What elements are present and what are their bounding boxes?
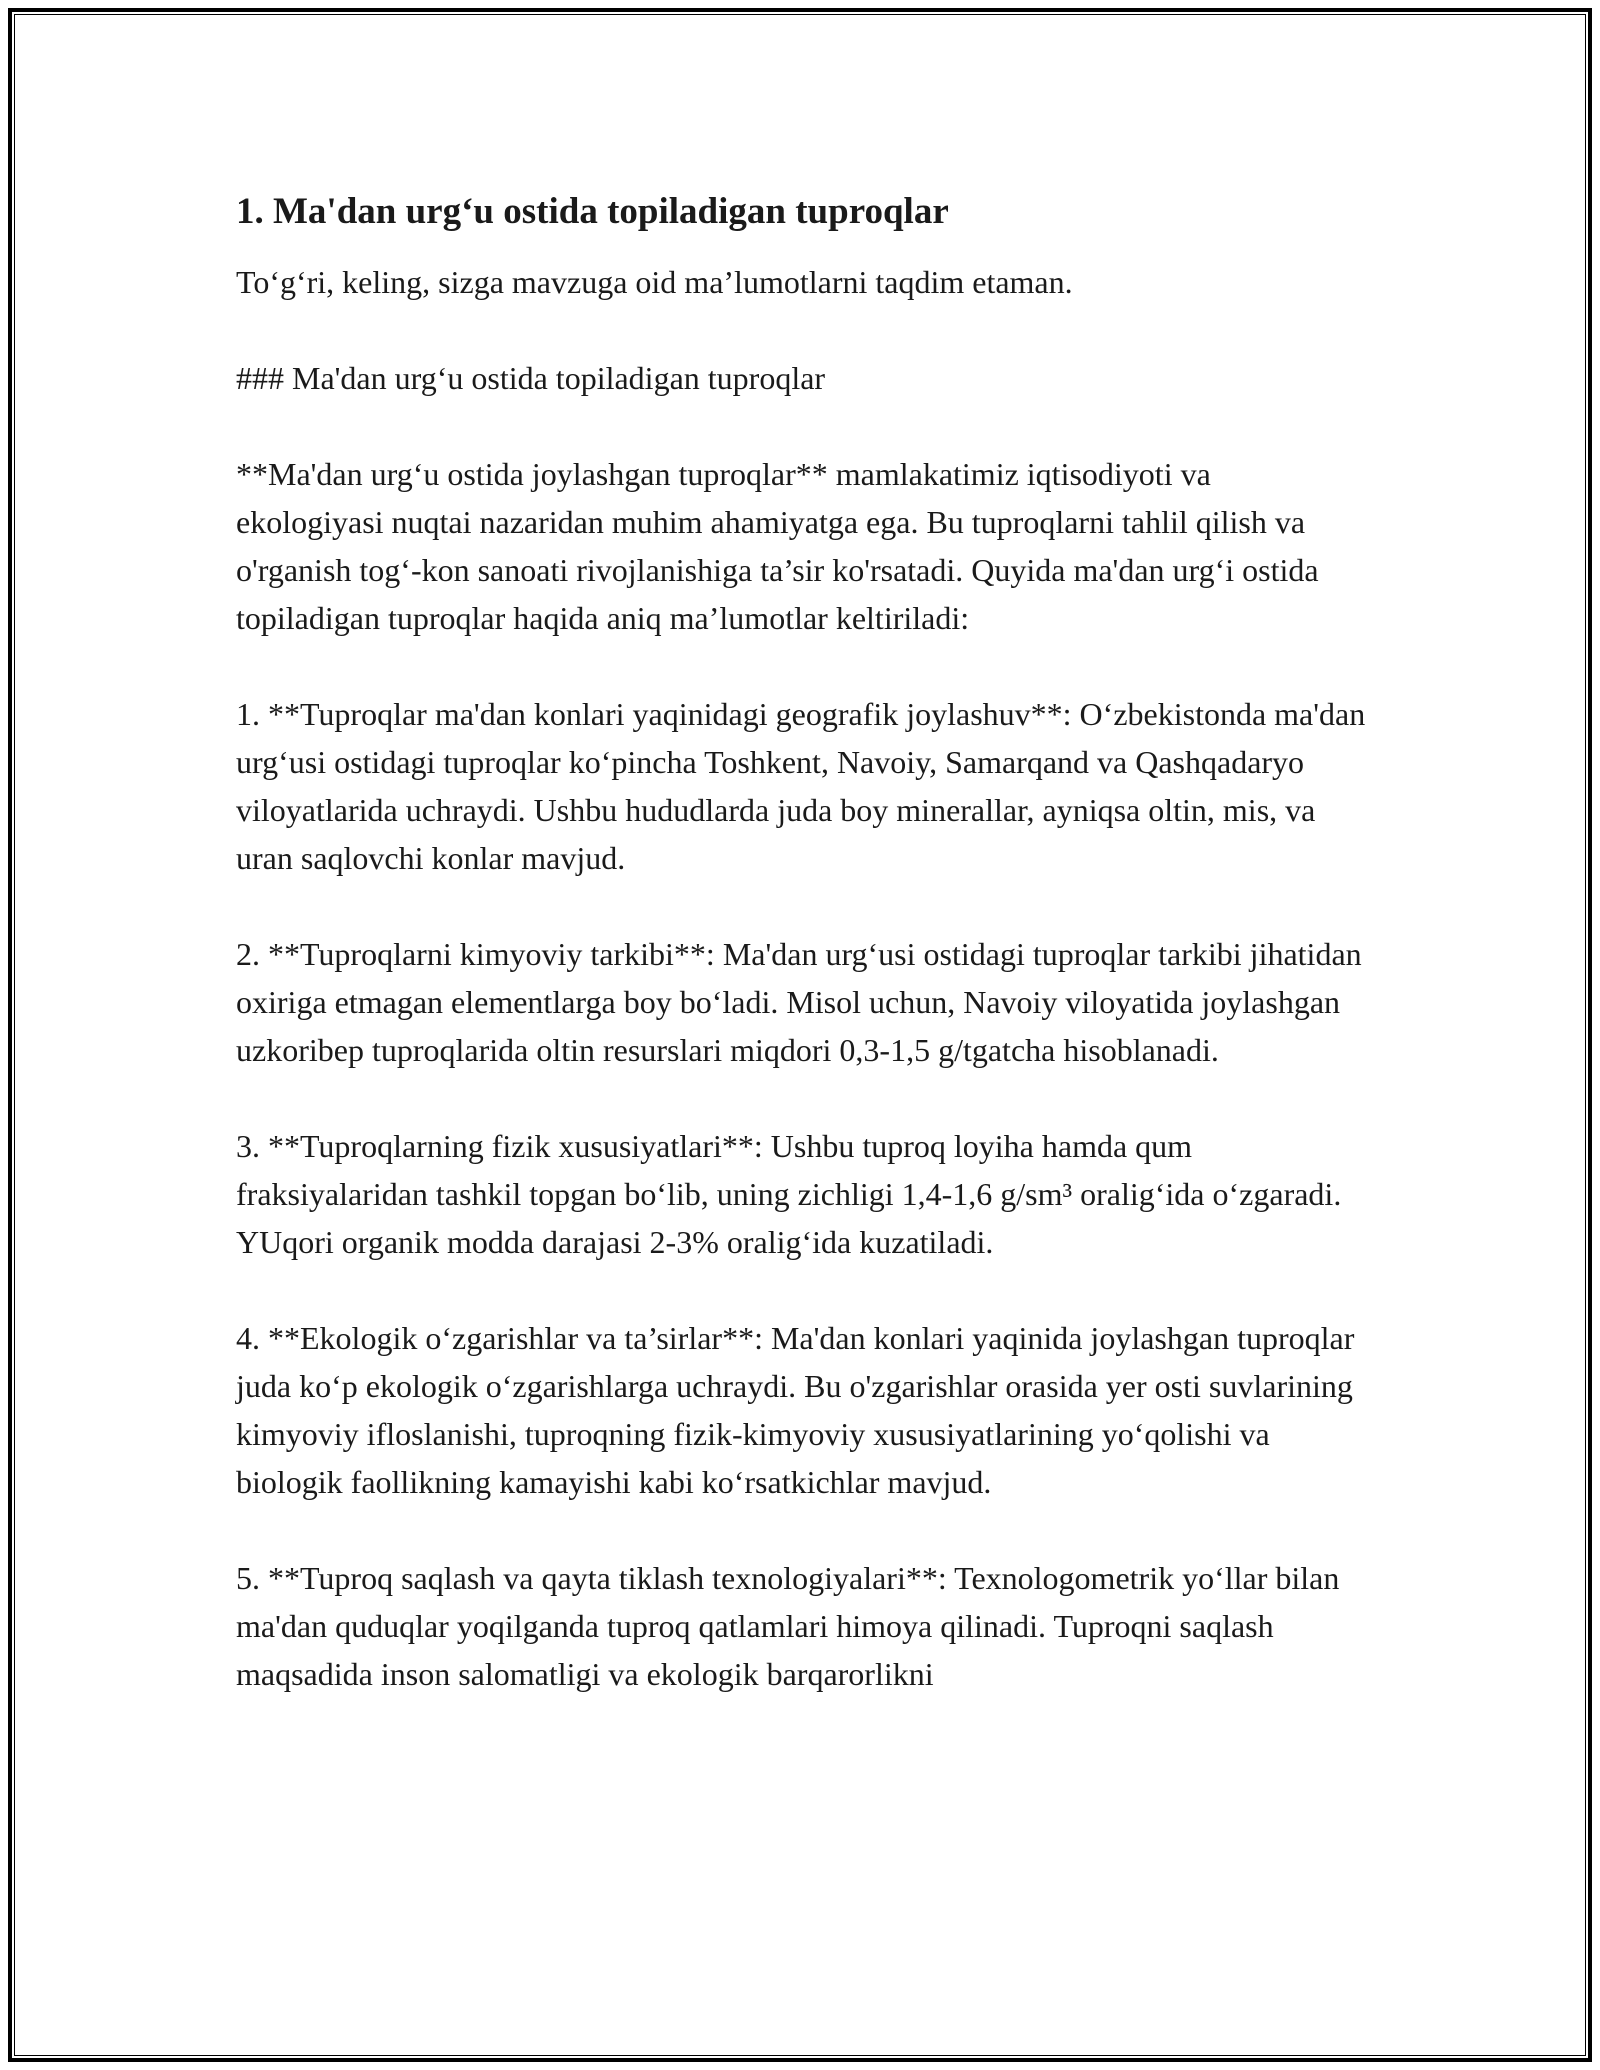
paragraph-item-3: 3. **Tuproqlarning fizik xususiyatlari**: Ushbu tuproq loyiha hamda qum fraksiyalaridan tashkil topgan bo‘lib, uning zichligi 1,4-1,6 g/sm³ oralig‘ida o‘zgaradi. YUqori organik modda darajasi 2-3% oralig‘ida kuzatiladi. — [236, 1128, 1342, 1260]
paragraph-item-1: 1. **Tuproqlar ma'dan konlari yaqinidagi geografik joylashuv**: O‘zbekistonda ma'dan urg‘usi ostidagi tuproqlar ko‘pincha Toshkent, Navoiy, Samarqand va Qashqadaryo viloyatlarida uchraydi. Ushbu hududlarda juda boy minerallar, ayniqsa oltin, mis, va uran saqlovchi konlar mavjud. — [236, 696, 1366, 876]
paragraph-item-5: 5. **Tuproq saqlash va qayta tiklash texnologiyalari**: Texnologometrik yo‘llar bilan ma'dan quduqlar yoqilganda tuproq qatlamlari himoya qilinadi. Tuproqni saqlash maqsadida inson salomatligi va ekologik barqarorlikni — [236, 1560, 1340, 1692]
paragraph-item-4: 4. **Ekologik o‘zgarishlar va ta’sirlar**: Ma'dan konlari yaqinida joylashgan tuproqlar juda ko‘p ekologik o‘zgarishlarga uchraydi. Bu o'zgarishlar orasida yer osti suvlarining kimyoviy ifloslanishi, tuproqning fizik-kimyoviy xususiyatlarining yo‘qolishi va biologik faollikning kamayishi kabi ko‘rsatkichlar mavjud. — [236, 1320, 1355, 1500]
document-body — [236, 186, 1366, 1746]
paragraph-item-2: 2. **Tuproqlarni kimyoviy tarkibi**: Ma'dan urg‘usi ostidagi tuproqlar tarkibi jihatidan oxiriga etmagan elementlarga boy bo‘ladi. Misol uchun, Navoiy viloyatida joylashgan uzkoribep tuproqlarida oltin resurslari miqdori 0,3-1,5 g/tgatcha hisoblanadi. — [236, 936, 1362, 1068]
paragraph-subheading: ### Ma'dan urg‘u ostida topiladigan tuproqlar — [236, 360, 826, 396]
paragraph-intro: To‘g‘ri, keling, sizga mavzuga oid ma’lumotlarni taqdim etaman. — [236, 264, 1073, 300]
document-title: 1. Ma'dan urg‘u ostida topiladigan tuproqlar — [236, 191, 949, 232]
paragraph-overview: **Ma'dan urg‘u ostida joylashgan tuproqlar** mamlakatimiz iqtisodiyoti va ekologiyasi nuqtai nazaridan muhim ahamiyatga ega. Bu tuproqlarni tahlil qilish va o'rganish tog‘-kon sanoati rivojlanishiga ta’sir ko'rsatadi. Quyida ma'dan urg‘i ostida topiladigan tuproqlar haqida aniq ma’lumotlar keltiriladi: — [236, 456, 1319, 636]
